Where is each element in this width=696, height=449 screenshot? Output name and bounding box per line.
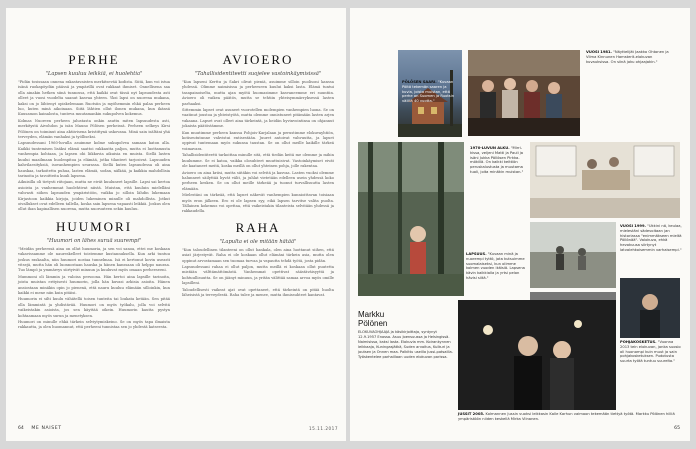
section-subtitle-huumori: "Huumori on lähes suruä suurempi": [46, 237, 142, 244]
paragraph: Lapsuudessani 1960-luvulla asuimme kolme sukupolvea samaan katon alla. Kaikki tuntemisen lisäksi elämä saattoi rakkautta paljon, mutta ei luottamusta vanhempia kohtaan, ja lapsen ohi liikkuvia aikuisia en muista. Siellä lasten kuului maailmaan huolenpitoa ja elämää, jotka tilanteet tarjosivat. Lapsuuden kahvilaesityksiä, isovanhempien seurassa. Siellä kuten lapsuudessa oli aina hauskaa, tarkoitettu puhua, lasten elämiä, sodan, nälkää, ja kaikkia mahdollisia tarinoita ja tavoitteita kuuli lapsena.: [18, 141, 170, 178]
paragraph: Taloudellisesti vaikeat ajat ovat opettaneet, että tärkeintä on pitää huolta läheisistä ja terveydestä. Raha tulee ja menee, mutta ihmissuhteet kantavat.: [182, 287, 334, 297]
photo-jussit-2005: [458, 300, 616, 410]
page-number-left: [18, 426, 62, 431]
caption-pohjakosketus: [620, 340, 682, 364]
column-avioero-raha: [182, 52, 334, 299]
page-number-right: 65: [674, 426, 680, 431]
photo-pohjakosketus: [620, 278, 680, 338]
bio-box: [358, 310, 456, 359]
caption-kitchen: [470, 146, 526, 175]
caption-1999-title: VUOSI 1999.: [620, 224, 646, 228]
section-subtitle-perhe: "Lapsen kuuluu leikkiä, ei huolehtia": [45, 71, 143, 77]
caption-2005-text: Kolmannen Jussin vuoksi leikkasin Kalle Karhun vaimoon tekemään tiettyä työtä. Markku Pölönen hilliä ympäristöön niiden keskellä Mirka Viinanen.: [458, 412, 675, 421]
caption-island-title: PÖLÖSEN SAARI.: [402, 80, 437, 84]
caption-pohjakosketus-text: "Vuonna 2013 tein elokuvan, jonka suosio oli huonompi kuin muut ja sain pohjakosketuksen. Pudotusta suurta työtä tuntuu suurelta.": [620, 340, 681, 364]
family-group-image: [468, 50, 580, 136]
lapsuus-image: [358, 142, 464, 296]
caption-2005-title: JUSSIT 2005.: [458, 412, 485, 416]
caption-1981-text: "Näyttelijät Jaakko Ohtonen ja Vilma Kinnunen Hamsterit-elokuvan kuvauksissa. On siinä joku ohjaajakin.": [586, 50, 669, 64]
footer-date: 15.11.2017: [309, 426, 338, 431]
paragraph: "Kun lapseni Kerttu ja Sakri olivat pieniä, asuimme silloin puolisoni kanssa yhdessä. Olimme naimisissa ja perheeseen kuului kaksi lasta. Elämä tuntui tasapainoiselta, mutta ajan myötä huomasimme kasvaneemme eri suuntiin. Avioero oli vaikea päätös, mutta se tehtiin yhteisymmärryksessä lasten parhaaksi.: [182, 80, 334, 106]
paragraph: "Meidän perheessä aina on ollut huumoria, ja sen voi sanoa, ettei me koskaan vakavissamme ole naureskelleet toistemme kustannuksella. Kun arki tuntuu joskus raskaalta, niin huumori nostaa tunnelmaa. Isä ei kertonut kovin useasti vitsejä, mutta hän oli luonnostaan hauska ja hänen kanssaan oli helppo nauraa. Tuo lämpö ja ymmärrys siirtyivät minuun ja kuuluvat myös omaan perheeseeni.: [18, 246, 170, 273]
caption-1981-title: VUOSI 1981.: [586, 50, 612, 54]
photo-kitchen: [530, 142, 680, 218]
section-body-raha: [182, 248, 334, 299]
paragraph: Kolmas Nuoreen perheen jalustasta onkin asuttu miten lapsuudesta asti, merkitystä Aivohdon ja isän Mauno Pölösen perheissä. Perheen selkeys Kirsi Pölönen on toiminut aina aktiivisena kristittynä uskovana. Minä sain isältäni yhä terveyden, elämän vanhaksi ja työlliseksi.: [18, 118, 170, 140]
photo-lapsuus: [358, 142, 464, 296]
caption-kitchen-title: 1970-LUVUN ALKU.: [470, 146, 510, 150]
magazine-name: ME NAISET: [31, 426, 62, 431]
column-perhe-huumori: [18, 52, 170, 332]
bio-name-last: Pölönen: [358, 319, 388, 328]
paragraph: Kun muutimme perheen kanssa Pohjois-Karjalaan ja perustimme elokuvayhtiön, kotiseututunne vahvistui entisestään. Juuret antoivat vahvuutta, ja lapset oppivat tuntemaan myös sukunsa taustan. Se on ollut meille kaikille tärkeä voimavara.: [182, 130, 334, 151]
section-subtitle-avioero: "Tahallisidentiteetti suojelee vastoinkäymisissä": [194, 71, 322, 77]
page-number: 64: [18, 426, 24, 431]
photo-1999: [530, 222, 616, 288]
caption-lapsuus-text: "Kuvaan minä ja nuorempi tyttö, jota kutsuimme suomalaiseksi, kun olimme kolmen vuoden ikäisiä. Lapsena kävin kaikkialla ja yrtsi pelon hävisi siitä.": [466, 252, 525, 280]
paragraph: Mielestäni on tärkeää, että lapset näkevät vanhempien kunnioittavan toisiaan myös eron jälkeen. Ero ei ole lapsen syy, eikä lapsen tarvitse valita puolta. Tällainen kokemus voi opettaa, että vaikeistakin tilanteista selvitään yhdessä ja rakkaudella.: [182, 193, 334, 214]
paragraph: Sittemmin lapset ovat asuneet vuorotellen molempien vanhempien luona. Se on vaatinut joustoa ja yhteistyötä, mutta olemme onnistuneet pitämään lasten arjen vakaana. Lapset ovat olleet aina tärkeintä, ja heidän hyvinvointinsa on ohjannut jokaista päätöstämme.: [182, 108, 334, 129]
section-body-avioero: [182, 80, 334, 215]
caption-1999-text: "Ukkini nä, keulaa, mielestäni sädevoitaan jan historiassa "enimmäkseen mieltä Pöllönää". Valokuva, ehkä hevokuusa siirtynyt latvalehkoisemmin varhaisempi.": [620, 224, 682, 252]
caption-island-text: "Kuvaan Pöltä tekemän saaren ja kuvia, joista muistan, että perhe on Suomen ja Ruotsin välillä 40 vuotta.": [402, 80, 455, 104]
paragraph: Avioero on aina kriisi, mutta siitäkin voi selvitä ja kasvaa. Lasten vuoksi olemme halunneet säilyttää hyvät välit, ja juhlat vietetään edelleen usein yhdessä koko perheen kesken. Se on ollut meille tärkeää ja tuonut turvallisuutta lasten elämään.: [182, 170, 334, 191]
kitchen-image: [530, 142, 680, 218]
caption-1999: [620, 224, 682, 253]
caption-1981: [586, 50, 676, 64]
paragraph: Aikuisilla oli tietysti riitojaan, mutta ne eivät kuuluneet lapsille. Lapsi sai kertoa asioista ja vanhemmat huolehtivat niistä. Muistan, että kuuluin mielelläni vahvasti siihen lapsuuden ympäristöön, vaikka jo silloin lähdin lukemaan Kirjastoon kaikkia kirjoja, joiden lukeminen minulle oli mahdollista. Jotkut oivallukset ovat edelleen tallella, koska sain lapsena vapaasti leikkiä. Joskus olen ollut ihan kapinallisen nuorena, mutta nuoruuteen sekin kuuluu.: [18, 180, 170, 212]
paragraph: Lapsuudessani rahaa ei ollut paljon, mutta meillä ei koskaan ollut puutetta mistään välttämättömästä. Vanhemmat opettivat säästäväisyyttä ja kohtuullisuutta. Se on jäänyt minuun, ja yritän välittää samaa arvoa myös omille lapsilleni.: [182, 264, 334, 286]
section-body-huumori: [18, 247, 170, 331]
outdoor-1999-image: [530, 222, 616, 288]
paragraph: "Kun taloudellinen tilanteeni on ollut hankala, olen aina luottanut siihen, että asiat järjestyvät. Raha ei ole koskaan ollut elämäni tärkein asia, mutta olen oppinut arvostamaan sen tuomaa turvaa ja vapautta tehdä työtä, josta pidän.: [182, 247, 334, 263]
bio-text: ELOKUVAOHJAAJA ja käsikirjoittaja, syntynyt 12.9.1957 Enossa. Asuu Joensuussa ja Helsingissä. Naimisissa, kaksi lasta. Elokuvia mm. Koirankynnen leikkaaja, Kuningasjätkä, Suden arvoitus, Kulkuri ja joutsen ja Onnen maa. Palkittu useilla Jussi-patsailla. Työskentelee parhaillaan uuden elokuvan parissa.: [358, 330, 453, 359]
caption-2005: [458, 412, 682, 422]
bio-name-first: Markku: [358, 310, 385, 319]
right-page: [350, 8, 690, 441]
paragraph: Huumorin ei silti kuulu vähätellä toisen tunteita tai loukata ketään. Sen pitää olla lämmintä ja yhdistävää. Huumori on myös työkalu, jolla voi selvitä vaikeistakin asioista, jos sen käyttää oikein. Huumorin kautta pystyn kohtaamaan myös surun ja menetyksen.: [18, 297, 170, 318]
section-title-huumori: HUUMORI: [55, 218, 133, 234]
caption-kitchen-text: "Mirri-kissa, veljeni Matti ja Pauli ja isäni Jukka Pöllösen Pirkka-mökillä. On kaikki keittiön peruskalustusta ja muutama tuoli, joita minäkin muistan.": [470, 146, 524, 174]
section-body-perhe: [18, 80, 170, 213]
section-title-perhe: PERHE: [68, 52, 120, 67]
left-page: [6, 8, 346, 441]
section-subtitle-raha: "Lapulta ei ole mitään hätää": [219, 238, 297, 245]
paragraph: Tahallisidentiteetti tarkoittaa minulle sitä, että tiedän keitä me olemme ja mihin kuulumme. Se ei katoa, vaikka olosuhteet muuttuisivat. Vastoinkäymiset eivät ole kaataneet meitä, koska meillä on ollut yhteinen pohja, jolle rakentaa.: [182, 153, 334, 169]
caption-pohjakosketus-title: POHJAKOSKETUS.: [620, 340, 657, 344]
section-title-raha: RAHA: [235, 219, 281, 235]
caption-island: [402, 80, 458, 104]
paragraph: Mummoni oli lämmin ja valoisa persoona. Hän kertoi aina lapsille tarinoita, joista muistan erityisesti huumorin, jolla hän kuvasi arkisia asioita. Hänen ansiostaan minäkin opin jo pienenä, että nauru kuuluu elämään silloinkin, kun kaikki ei mene niin kuin pitäisi.: [18, 274, 170, 295]
paragraph: "Pidän tosissaan onnena rakastavaisten merkitsevää kodista. Siitä, kun voi istua isänä ruokapöydän päässä ja ympärillä ovat rakkaat ihmiset. Onnellisena saa olla ainakin hetken siinä tunnossa, että kaikki ovat tässä nyt lapsuudesta asti olleet ja vuosi vuodelta saanut kasvaa yhteen. Yksi lapsi on nuorena mukana, kaksi on jo lähtenyt opiskelemaan Ruotsiin ja myöhemmin ehkä palaa perheen luo, kuten minä aikoinaan. Siitä lähtien ollut ilonen mukana, kun ikänsä Kuusamon kainalosta, tunteva muutamankin sukupolven kokemus.: [18, 80, 170, 117]
section-title-avioero: AVIOERO: [222, 52, 294, 67]
paragraph: Huumori on minulle ehkä tärkein selviytymiskeino. Se on myös tapa ilmaista rakkautta, ja olen huomannut, että perheeni tunnistaa sen jo yhdestä katseesta.: [18, 320, 170, 330]
caption-lapsuus-title: LAPSUUS.: [466, 252, 487, 256]
photo-family-group: [468, 50, 580, 136]
caption-lapsuus: [466, 252, 528, 281]
pohjakosketus-image: [620, 278, 680, 338]
jussit-2005-image: [458, 300, 616, 410]
